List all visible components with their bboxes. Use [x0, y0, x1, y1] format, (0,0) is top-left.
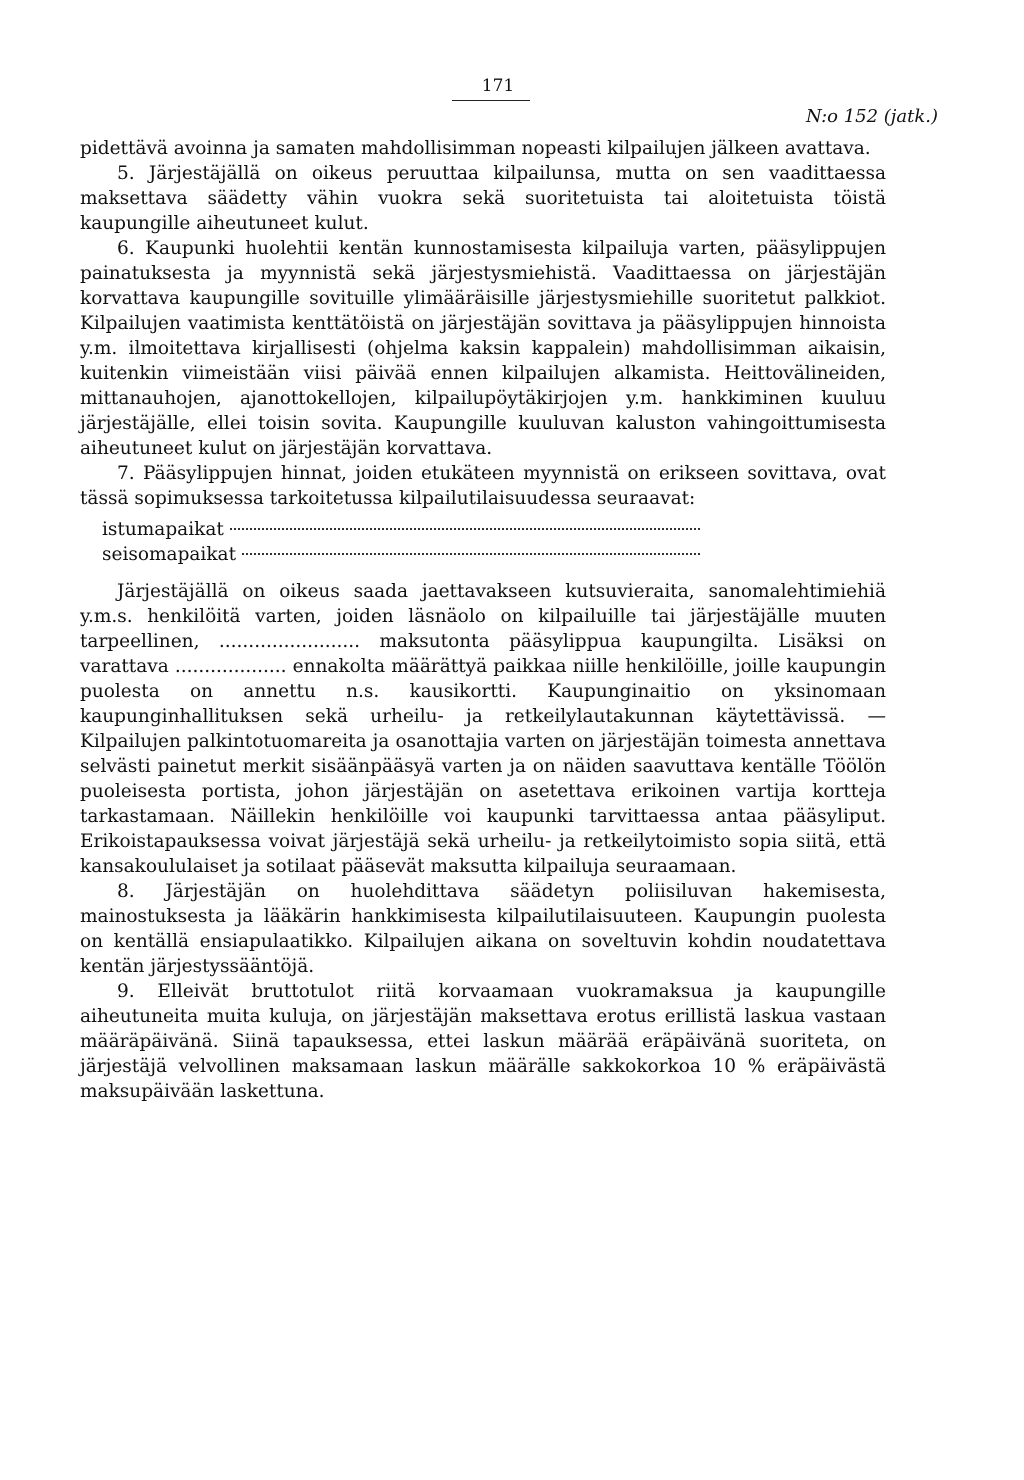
- dotted-leader: [230, 528, 700, 530]
- page-number: 171: [481, 76, 515, 96]
- paragraph-6: 6. Kaupunki huolehtii kentän kunnostamisesta kilpailuja varten, pääsylippujen painatuksesta ja myynnistä sekä järjestysmiehistä. Vaadittaessa on järjestäjän korvattava kaupungille sovituille ylimääräisille järjestysmiehille suoritetut palkkiot. Kilpailujen vaatimista kenttätöistä on järjestäjän sovittava ja pääsylippujen hinnoista y.m. ilmoitettava kirjallisesti (ohjelma kaksin kappalein) mahdollisimman aikaisin, kuitenkin viimeistään viisi päivää ennen kilpailujen alkamista. Heittovälineiden, mittanauhojen, ajanottokellojen, kilpailupöytäkirjojen y.m. hankkiminen kuuluu järjestäjälle, ellei toisin sovita. Kaupungille kuuluvan kaluston vahingoittumisesta aiheutuneet kulut on järjestäjän korvattava.: [80, 238, 886, 459]
- page-number-rule: [452, 100, 530, 101]
- body-text: [80, 136, 886, 1104]
- price-row-standing: [80, 542, 700, 567]
- dotted-leader: [242, 553, 700, 555]
- price-row-seated: [80, 517, 700, 542]
- price-row-label: istumapaikat: [102, 519, 224, 540]
- paragraph-7-continued: Järjestäjällä on oikeus saada jaettavakseen kutsuvieraita, sanomalehtimiehiä y.m.s. henkilöitä varten, joiden läsnäolo on kilpailuille tai järjestäjälle muuten tarpeellinen, ........................ maksutonta pääsylippua kaupungilta. Lisäksi on varattava ................... ennakolta määrättyä paikkaa niille henkilöille, joille kaupungin puolesta on annettu n.s. kausikortti. Kaupunginaitio on yksinomaan kaupunginhallituksen sekä urheilu- ja retkeilylautakunnan käytettävissä. — Kilpailujen palkintotuomareita ja osanottajia varten on järjestäjän toimesta annettava selvästi painetut merkit sisäänpääsyä varten ja on näiden saavuttava kentälle Töölön puoleisesta portista, johon järjestäjän on asetettava erikoinen vartija kortteja tarkastamaan. Näillekin henkilöille voi kaupunki tarvittaessa antaa pääsyliput. Erikoistapauksessa voivat järjestäjä sekä urheilu- ja retkeilytoimisto sopia siitä, että kansakoululaiset ja sotilaat pääsevät maksutta kilpailuja seuraamaan.: [80, 581, 886, 877]
- paragraph-8: 8. Järjestäjän on huolehdittava säädetyn poliisiluvan hakemisesta, mainostuksesta ja lääkärin hankkimisesta kilpailutilaisuuteen. Kaupungin puolesta on kentällä ensiapulaatikko. Kilpailujen aikana on soveltuvin kohdin noudatettava kentän järjestyssääntöjä.: [80, 881, 886, 977]
- ticket-price-list: [80, 517, 886, 567]
- price-row-label: seisomapaikat: [102, 544, 237, 565]
- paragraph-9: 9. Elleivät bruttotulot riitä korvaamaan vuokramaksua ja kaupungille aiheutuneita muita kuluja, on järjestäjän maksettava erotus erillistä laskua vastaan määräpäivänä. Siinä tapauksessa, ettei laskun määrää eräpäivänä suoriteta, on järjestäjä velvollinen maksamaan laskun määrälle sakkokorkoa 10 % eräpäivästä maksupäivään laskettuna.: [80, 981, 886, 1102]
- paragraph-intro: pidettävä avoinna ja samaten mahdollisimman nopeasti kilpailujen jälkeen avattava.: [80, 138, 871, 159]
- paragraph-7: 7. Pääsylippujen hinnat, joiden etukäteen myynnistä on erikseen sovittava, ovat tässä sopimuksessa tarkoitetussa kilpailutilaisuudessa seuraavat:: [80, 463, 886, 509]
- running-head: N:o 152 (jatk.): [805, 106, 938, 127]
- paragraph-5: 5. Järjestäjällä on oikeus peruuttaa kilpailunsa, mutta on sen vaadittaessa maksettava säädetty vähin vuokra sekä suoritetuista tai aloitetuista töistä kaupungille aiheutuneet kulut.: [80, 163, 886, 234]
